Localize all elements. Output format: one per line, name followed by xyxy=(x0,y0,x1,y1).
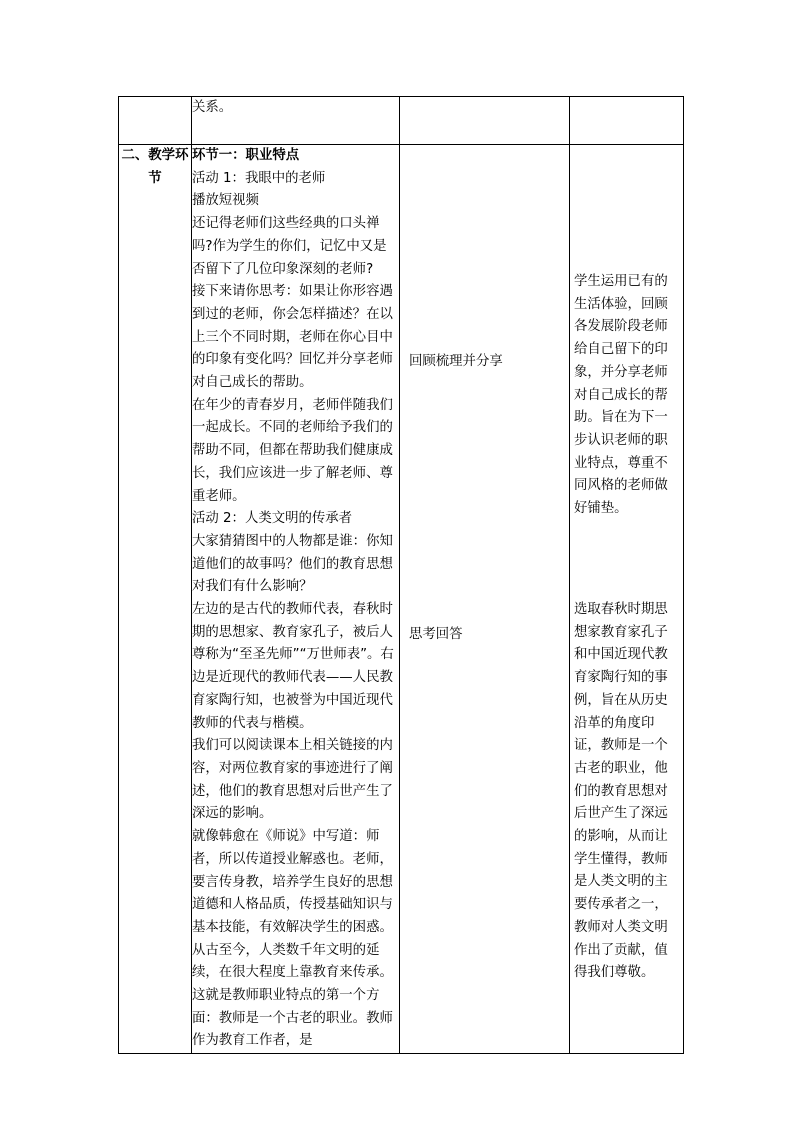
design-intent-1: 学生运用已有的生活体验，回顾各发展阶段老师给自己留下的印象，并分享老师对自己成长的帮助。旨在为下一步认识老师的职业特点，尊重不同风格的老师做好铺垫。 xyxy=(574,274,668,517)
stage-heading: 环节一：职业特点 xyxy=(192,148,300,163)
design-intent-cell-empty xyxy=(570,97,684,145)
paragraph-play-video: 播放短视频 xyxy=(192,193,259,209)
section-label: 二、教学环节 xyxy=(121,148,189,186)
student-activity-cell-empty xyxy=(400,97,570,145)
paragraph-activity-2-title: 活动 2：人类文明的传承者 xyxy=(192,511,353,527)
paragraph-confucius: 左边的是古代的教师代表，春秋时期的思想家、教育家孔子，被后人尊称为“至圣先师”“万世师表”。右边是近现代的教师代表——人民教育家陶行知，也被誉为中国近现代教师的代表与楷模。 xyxy=(192,602,394,731)
teaching-content-cell xyxy=(192,145,400,1054)
section-label-cell-empty xyxy=(119,97,192,145)
paragraph-activity-1-title: 活动 1：我眼中的老师 xyxy=(192,170,326,186)
paragraph-han-yu: 就像韩愈在《师说》中写道：师者，所以传道授业解惑也。老师，要言传身教，培养学生良好的思想道德和人格品质，传授基础知识与基本技能，有效解决学生的困惑。从古至今，人类数千年文明的延续，在很大程度上靠教育来传承。这就是教师职业特点的第一个方面：教师是一个古老的职业。教师作为教育工作者，是 xyxy=(192,829,393,1049)
student-activity-cell xyxy=(400,145,570,1054)
lesson-plan-table xyxy=(118,96,684,1054)
content-cell-previous xyxy=(192,97,400,145)
student-activity-2: 思考回答 xyxy=(409,627,463,642)
design-intent-2: 选取春秋时期思想家教育家孔子和中国近现代教育家陶行知的事例，旨在从历史沿革的角度印证，教师是一个古老的职业，他们的教育思想对后世产生了深远的影响，从而让学生懂得，教师是人类文明的主要传承者之一，教师对人类文明作出了贡献，值得我们尊敬。 xyxy=(574,602,668,981)
paragraph-reading: 我们可以阅读课本上相关链接的内容，对两位教育家的事迹进行了阐述，他们的教育思想对后世产生了深远的影响。 xyxy=(192,738,393,822)
paragraph-youth: 在年少的青春岁月，老师伴随我们一起成长。不同的老师给予我们的帮助不同，但都在帮助我们健康成长，我们应该进一步了解老师、尊重老师。 xyxy=(192,397,393,504)
student-activity-1: 回顾梳理并分享 xyxy=(409,354,503,369)
paragraph-catchphrase: 还记得老师们这些经典的口头禅吗?作为学生的你们，记忆中又是否留下了几位印象深刻的老师? xyxy=(192,216,387,277)
section-label-cell xyxy=(119,145,192,1054)
table-row-previous xyxy=(119,97,684,145)
design-intent-cell xyxy=(570,145,684,1054)
table-row-teaching-stage xyxy=(119,145,684,1054)
paragraph-guess: 大家猜猜图中的人物都是谁：你知道他们的故事吗？他们的教育思想对我们有什么影响？ xyxy=(192,533,393,595)
paragraph-think: 接下来请你思考：如果让你形容遇到过的老师，你会怎样描述？在以上三个不同时期，老师在你心目中的印象有变化吗？回忆并分享老师对自己成长的帮助。 xyxy=(192,284,393,391)
content-tail-text: 关系。 xyxy=(192,100,233,115)
